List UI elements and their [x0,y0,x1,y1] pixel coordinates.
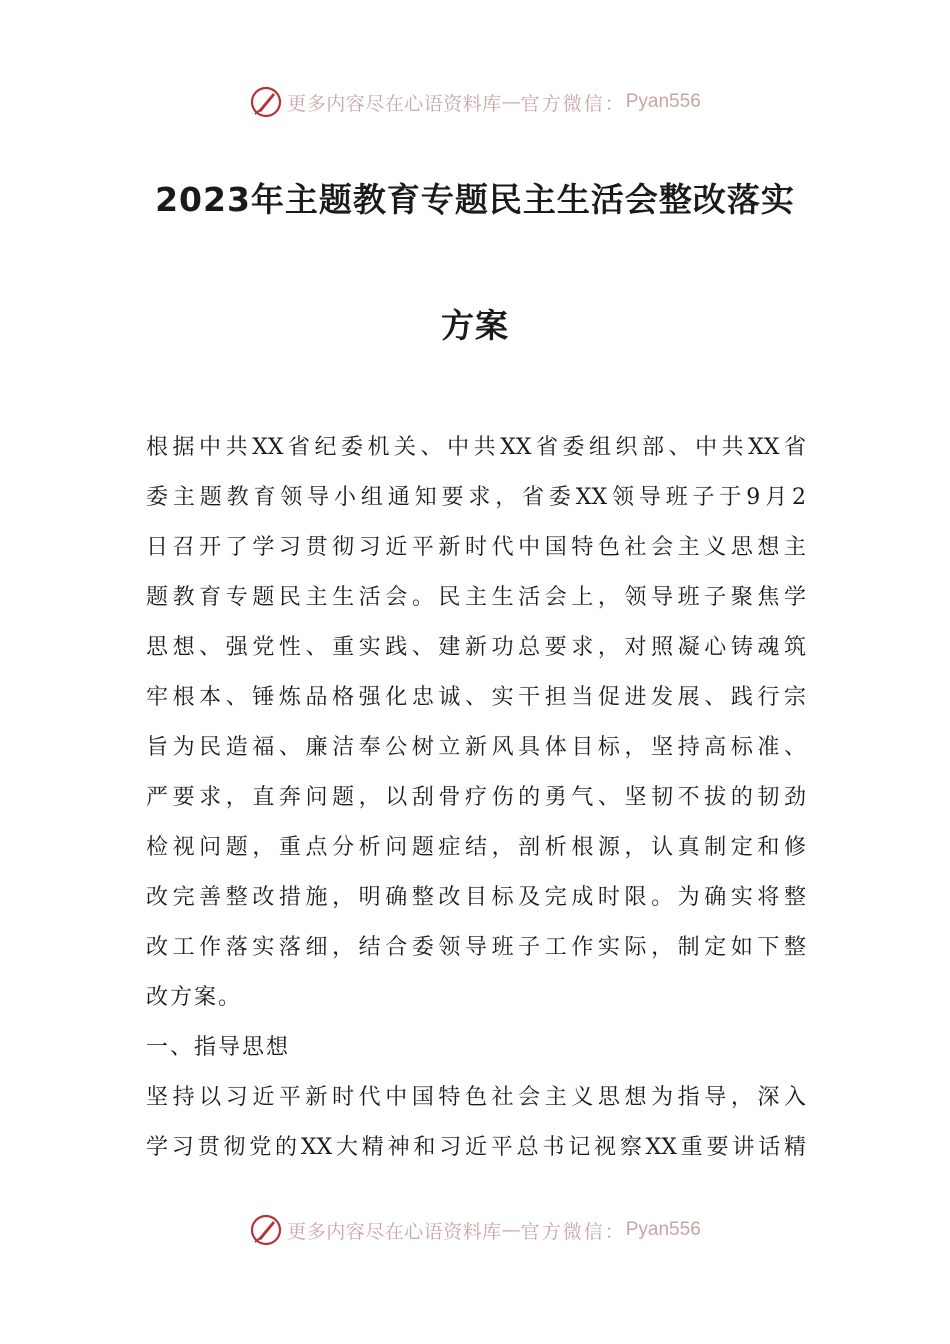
document-body [146,428,806,1178]
body-line: 委主题教育领导小组通知要求，省委XX领导班子于9月2 [146,485,806,510]
quill-logo-icon [249,85,283,119]
body-line: 学习贯彻党的XX大精神和习近平总书记视察XX重要讲话精 [146,1135,806,1160]
body-line: 坚持以习近平新时代中国特色社会主义思想为指导，深入 [146,1085,806,1110]
body-line: 根据中共XX省纪委机关、中共XX省委组织部、中共XX省 [146,435,806,460]
body-line: 改完善整改措施，明确整改目标及完成时限。为确实将整 [146,885,806,910]
document-title-line1: 2023年主题教育专题民主生活会整改落实 [155,180,795,219]
body-line: 思想、强党性、重实践、建新功总要求，对照凝心铸魂筑 [146,635,806,660]
body-line: 改方案。 [146,985,243,1010]
watermark-banner-top [0,82,950,122]
watermark-brand-text: 更多内容尽在心语资料库 [287,92,502,115]
document-title-line2: 方案 [441,306,509,345]
body-line: 旨为民造福、廉洁奉公树立新风具体目标，坚持高标准、 [146,735,806,760]
watermark-wechat-id: Pyan556 [625,1219,701,1240]
body-line: 牢根本、锤炼品格强化忠诚、实干担当促进发展、践行宗 [146,685,806,710]
watermark-wechat-id: Pyan556 [625,91,701,112]
body-line: 题教育专题民主生活会。民主生活会上，领导班子聚焦学 [146,585,806,610]
watermark-wechat-label: 官方微信： [520,1220,626,1243]
watermark-separator: — [501,1219,521,1241]
body-line: 改工作落实落细，结合委领导班子工作实际，制定如下整 [146,935,806,960]
watermark-separator: — [501,91,521,113]
body-line: 检视问题，重点分析问题症结，剖析根源，认真制定和修 [146,835,806,860]
body-line: 日召开了学习贯彻习近平新时代中国特色社会主义思想主 [146,535,806,560]
watermark-brand-text: 更多内容尽在心语资料库 [287,1220,502,1243]
watermark-banner-bottom [0,1210,950,1250]
section-heading: 一、指导思想 [146,1035,291,1060]
body-line: 严要求，直奔问题，以刮骨疗伤的勇气、坚韧不拔的韧劲 [146,785,806,810]
watermark-wechat-label: 官方微信： [520,92,626,115]
quill-logo-icon [249,1213,283,1247]
